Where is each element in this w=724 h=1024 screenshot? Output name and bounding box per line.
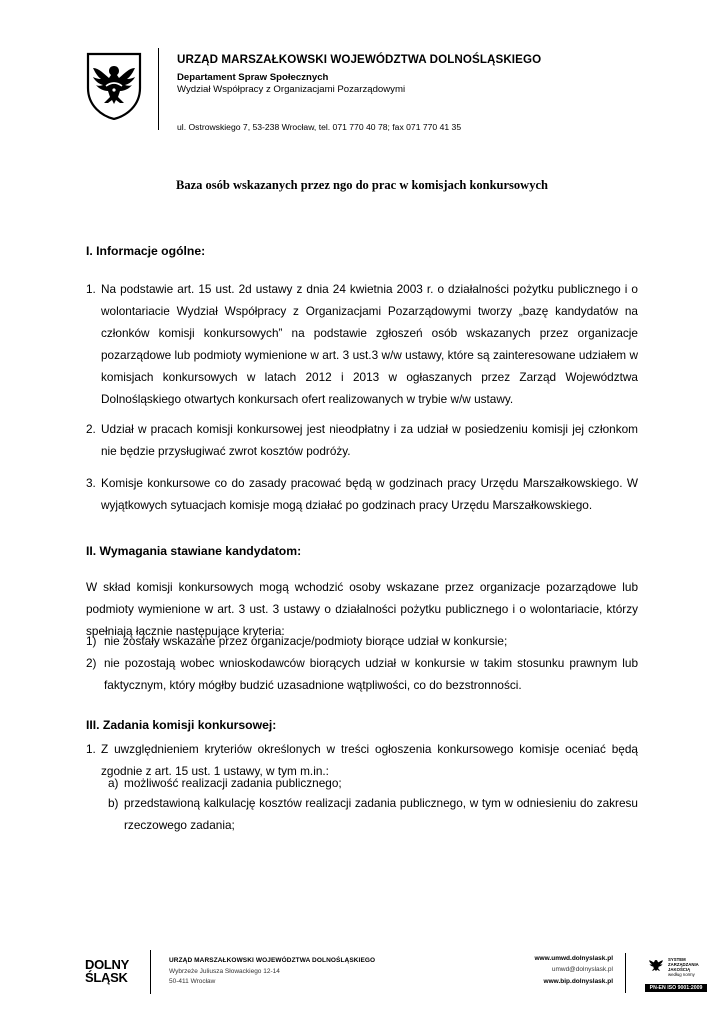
- logo-line-1: DOLNY: [85, 957, 130, 972]
- section-2-intro: W skład komisji konkursowych mogą wchodzić osoby wskazane przez organizacje pozarządowe lub podmioty wymienione w art. 3 ust. 3 ustawy o działalności pożytku publicznego i o wolontariacie, którzy spełniają łącznie następujące kryteria:: [86, 580, 638, 638]
- list-item-text: Udział w pracach komisji konkursowej jest nieodpłatny i za udział w posiedzeniu komisji jej członkom nie będzie przysługiwać zwrot kosztów podróży.: [101, 422, 638, 458]
- criterion-text: nie zostały wskazane przez organizacje/podmioty biorące udział w konkursie;: [104, 634, 508, 648]
- section-2-heading: II. Wymagania stawiane kandydatom:: [86, 544, 302, 558]
- list-item-number: 3.: [86, 476, 96, 490]
- list-item-text: Komisje konkursowe co do zasady pracować będą w godzinach pracy Urzędu Marszałkowskiego. W wyjątkowych sytuacjach komisje mogą działać po godzinach pracy Urzędu Marszałkowskiego.: [101, 476, 638, 512]
- dolny-slask-logo: [85, 958, 129, 984]
- sub-item-label: b): [108, 796, 119, 810]
- footer-office-name: URZĄD MARSZAŁKOWSKI WOJEWÓDZTWA DOLNOŚLĄSKIEGO: [169, 957, 376, 964]
- list-item-number: 2.: [86, 422, 96, 436]
- footer-divider: [150, 950, 151, 994]
- section-1-heading: I. Informacje ogólne:: [86, 244, 206, 258]
- office-name: URZĄD MARSZAŁKOWSKI WOJEWÓDZTWA DOLNOŚLĄSKIEGO: [177, 53, 542, 66]
- iso-certification-badge: PN-EN ISO 9001:2009: [645, 984, 707, 992]
- cert-line-3: JAKOŚCIĄ: [668, 967, 691, 972]
- logo-line-2: ŚLĄSK: [85, 970, 128, 985]
- list-item-number: 1.: [86, 742, 96, 756]
- list-item-text: Z uwzględnieniem kryteriów określonych w treści ogłoszenia konkursowego komisje oceniać będą zgodnie z art. 15 ust. 1 ustawy, w tym m.in.:: [101, 742, 638, 778]
- sub-item-label: a): [108, 776, 119, 790]
- footer-website-link[interactable]: www.umwd.dolnyslask.pl: [534, 955, 613, 962]
- sub-item-text: możliwość realizacji zadania publicznego;: [124, 776, 342, 790]
- sub-item-text: przedstawioną kalkulację kosztów realizacji zadania publicznego, w tym w odniesieniu do zakresu rzeczowego zadania;: [124, 796, 638, 832]
- footer-street: Wybrzeże Juliusza Słowackiego 12-14: [169, 968, 280, 975]
- cert-line-2: ZARZĄDZANIA: [668, 962, 699, 967]
- section-3-heading: III. Zadania komisji konkursowej:: [86, 718, 277, 732]
- division-name: Wydział Współpracy z Organizacjami Pozarządowymi: [177, 84, 406, 95]
- footer-divider-right: [625, 953, 626, 993]
- department-name: Departament Spraw Społecznych: [177, 72, 329, 83]
- header-divider: [158, 48, 159, 130]
- criterion-number: 2): [86, 656, 97, 670]
- footer-city: 50-411 Wrocław: [169, 978, 216, 985]
- criterion-text: nie pozostają wobec wnioskodawców biorących udział w konkursie w takim stosunku prawnym lub faktycznym, który mógłby budzić uzasadnione wątpliwości, co do bezstronności.: [104, 656, 638, 692]
- criterion-number: 1): [86, 634, 97, 648]
- footer-bip-link[interactable]: www.bip.dolnyslask.pl: [543, 978, 613, 985]
- list-item-number: 1.: [86, 282, 96, 296]
- certification-text: [668, 957, 699, 977]
- list-item-text: Na podstawie art. 15 ust. 2d ustawy z dnia 24 kwietnia 2003 r. o działalności pożytku publicznego i o wolontariacie Wydział Współpracy z Organizacjami Pozarządowymi tworzy „bazę kandydatów na członków komisji konkursowych” na podstawie zgłoszeń osób wskazanych przez organizacje pozarządowe lub podmioty wymienione w art. 3 ust.3 w/w ustawy, które są zainteresowane udziałem w komisjach konkursowych w latach 2012 i 2013 w ogłaszanych przez Zarząd Województwa Dolnośląskiego otwartych konkursach ofert realizowanych w trybie w/w ustawy.: [101, 282, 638, 406]
- certification-eagle-icon: [648, 958, 664, 974]
- document-title: Baza osób wskazanych przez ngo do prac w komisjach konkursowych: [176, 178, 548, 192]
- cert-line-4: według normy: [668, 972, 695, 977]
- cert-line-1: SYSTEM: [668, 957, 686, 962]
- office-address: ul. Ostrowskiego 7, 53-238 Wrocław, tel. 071 770 40 78; fax 071 770 41 35: [177, 122, 462, 132]
- footer-email-link[interactable]: umwd@dolnyslask.pl: [551, 966, 613, 973]
- coat-of-arms-eagle-icon: [84, 50, 144, 120]
